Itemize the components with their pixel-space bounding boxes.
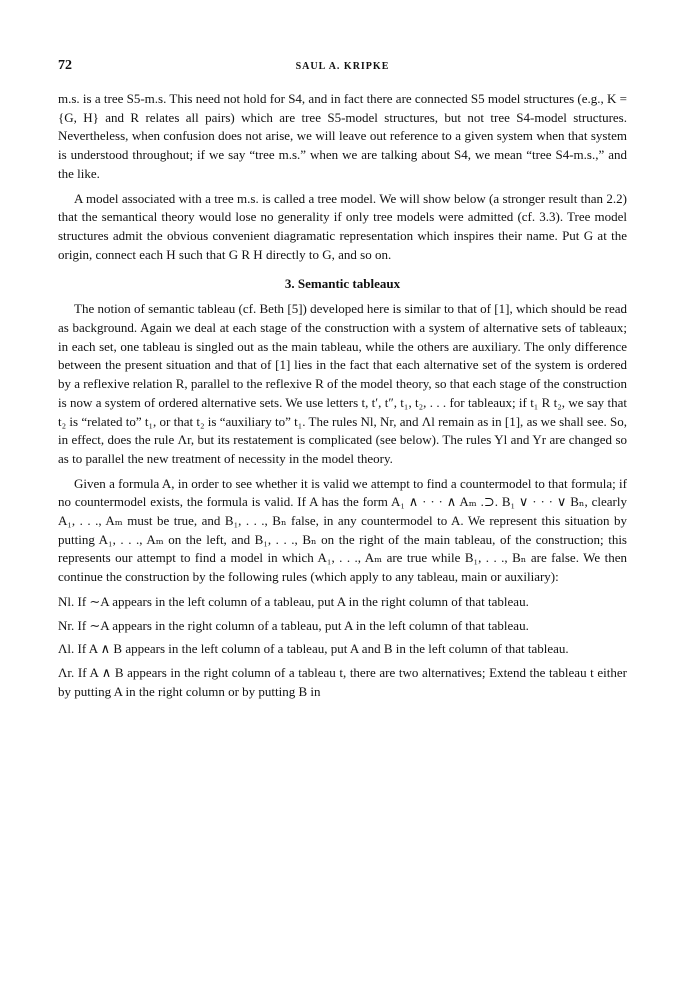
page-number: 72 [58, 58, 72, 73]
rule-al: Λl. If A ∧ B appears in the left column of a tableau, put A and B in the left column of that tableau. [58, 641, 569, 657]
running-head: SAUL A. KRIPKE [295, 61, 390, 72]
rule-ar: Λr. If A ∧ B appears in the right column of a tableau t, there are two alternatives; Extend the tableau t either by putting A in the right column or by putting B in [58, 664, 627, 699]
rule-nl: Nl. If ∼A appears in the left column of a tableau, put A in the right column of that tableau. [58, 593, 529, 609]
paragraph-3: The notion of semantic tableau (cf. Beth [5]) developed here is similar to that of [1], which should be read as background. Again we deal at each stage of the construction with a system of alternative sets of tableaux; in each set, one tableau is singled out as the main tableau, while the others are auxiliary. The only difference between the present situation and that of [1] lies in the fact that each alternative set of the system is ordered by a reflexive relation R, parallel to the reflexive R of the model theory, so that each stage of the construction is now a system of ordered alternative sets. We use letters t, t′, t″, t₁, t₂, . . . for tableaux; if t₁ R t₂, we say that t₂ is “related to” t₁, or that t₂ is “auxiliary to” t₁. The rules Nl, Nr, and Λl remain as in [1], as we shall see. So, in effect, does the rule Λr, but its restatement is complicated (see below). The rules Yl and Yr are changed so as to parallel the new treatment of necessity in the model theory. [58, 301, 627, 466]
rule-nr: Nr. If ∼A appears in the right column of a tableau, put A in the left column of that tableau. [58, 617, 529, 633]
paragraph-4: Given a formula A, in order to see whether it is valid we attempt to find a countermodel to that formula; if no countermodel exists, the formula is valid. If A has the form A₁ ∧ · · · ∧ Aₘ .⊃. B₁ ∨ · · · ∨ Bₙ, clearly A₁, . . ., Aₘ must be true, and B₁, . . ., Bₙ false, in any countermodel to A. We represent this situation by putting A₁, . . ., Aₘ on the left, and B₁, . . ., Bₙ on the right of the main tableau, of the construction; this represents our attempt to find a model in which A₁, . . ., Aₘ are true while B₁, . . ., Bₙ are false. We then continue the construction by the following rules (which apply to any tableau, main or auxiliary): [58, 475, 627, 585]
paragraph-2: A model associated with a tree m.s. is called a tree model. We will show below (a stronger result than 2.2) that the semantical theory would lose no generality if only tree models were admitted (cf. 3.3). Tree model structures admit the obvious convenient diagramatic representation which inspires their name. Put G at the origin, connect each H such that G R H directly to G, and so on. [58, 190, 627, 262]
journal-page [58, 58, 627, 706]
paragraph-1: m.s. is a tree S5-m.s. This need not hold for S4, and in fact there are connected S5 model structures (e.g., K = {G, H} and R relates all pairs) which are tree S5-model structures, but not tree S4-model structures. Nevertheless, when confusion does not arise, we will leave out reference to a given system when that system is understood throughout; if we say “tree m.s.” when we are talking about S4, we mean “tree S4-m.s.,” and the like. [58, 91, 627, 181]
section-heading: 3. Semantic tableaux [284, 276, 401, 292]
article-body [58, 90, 627, 701]
page-header [58, 58, 627, 78]
